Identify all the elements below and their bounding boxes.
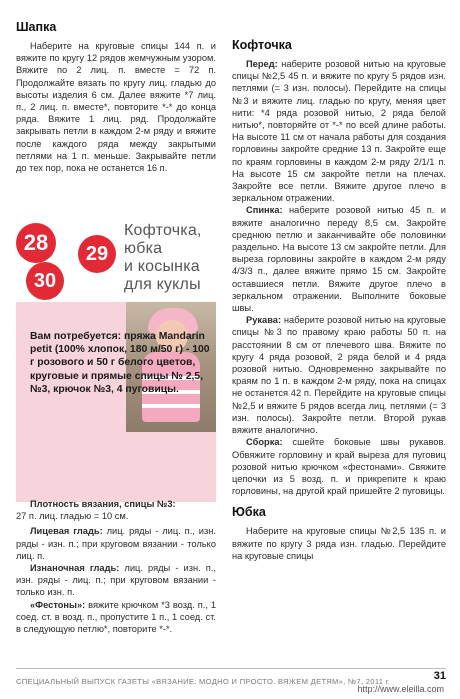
sleeves-label: Рукава: — [246, 315, 282, 326]
right-column — [232, 38, 446, 562]
gauge-and-stitches — [16, 498, 216, 635]
density-paragraph — [16, 498, 216, 510]
skirt-heading: Юбка — [232, 505, 266, 520]
title-line-1: Кофточка, — [124, 222, 202, 239]
stitch-reverse — [16, 562, 216, 599]
model-number-badges — [16, 223, 136, 303]
dress-stripe-3 — [142, 404, 200, 408]
skirt-paragraph: Наберите на круговые спицы №2,5 135 п. и вяжите по кругу 3 ряда изн. гладью. Перейдите на круговые спицы — [232, 526, 446, 561]
front-label: Перед: — [246, 59, 278, 69]
title-line-2: юбка — [124, 240, 163, 257]
stitch-festoons-label: «Фестоны»: — [30, 599, 86, 610]
stitch-reverse-label: Изнаночная гладь: — [30, 563, 120, 574]
section-title — [124, 222, 224, 294]
left-column — [16, 20, 216, 174]
stitch-festoons-text: вяжите крючком *3 возд. п., 1 соед. ст. в возд. п., пропустите 1 п., 1 соед. ст. в следующую петлю*, повторите *-*. — [16, 599, 216, 635]
front-text: наберите розовой нитью на круговые спицы №2,5 45 п. и вяжите по кругу 5 рядов изн. петлями (= 3 изн. полосы). Перейдите на спицы №3 и вяжите лиц. гладью по кругу, меняя цвет нити: *4 ряда розовой нитью, 2 ряда белой нитью*, повторяйте от *-* по всей длине работы. На высоте 11 см от начала работы для создания горловины закройте средние 13 п. Закройте еще по краям горловины в каждом 2-м ряду 2/1/1 п. На высоте 15 см закройте петли на плечах. Закройте все петли. Вяжите другое плечо в зеркальном отражении. — [232, 59, 446, 204]
assembly-text: сшейте боковые швы рукавов. Обвяжите горловину и край выреза для пуговиц розовой нитью крючком «фестонами». Свяжите цепочки из 5 возд. п. и прикрепите к краю горловины, на другой край пришейте 2 пуговицы. — [232, 437, 446, 497]
page-number: 31 — [433, 670, 446, 682]
stitch-reverse-text: лиц. ряды - изн. п., изн. ряды - лиц. п.; при круговом вязании - только изн. п. — [16, 563, 216, 598]
back-paragraph — [232, 204, 446, 314]
hat-heading: Шапка — [16, 20, 57, 34]
sleeves-paragraph — [232, 314, 446, 436]
back-label: Спинка: — [246, 205, 283, 216]
stitch-stockinette-text: лиц. ряды - лиц. п., изн. ряды - изн. п.; при круговом вязании - только лиц. п. — [16, 526, 216, 561]
title-line-3: и косынка — [124, 258, 200, 275]
stitch-stockinette-label: Лицевая гладь: — [30, 526, 103, 537]
hat-instructions: Наберите на круговые спицы 144 п. и вяжите по кругу 12 рядов жемчужным узором. Вяжите по 2 лиц. п. вместе = 72 п. Продолжайте вязать по кругу лиц. гладью до высоты изделия 6 см. Далее вяжите *7 лиц. п., 2 лиц. п. вместе*, повторите *-* до конца ряда. Вяжите 1 лиц. ряд. Продолжайте закрывать петли в каждом 2-м ряду и вяжите после каждого ряда между закрытыми петлями на 1 п. меньше. Закрывайте петли до тех пор, пока не останется 16 п. — [16, 41, 216, 174]
stitch-stockinette — [16, 525, 216, 562]
materials-text: Вам потребуется: пряжа Mandarin petit (100% хлопок, 180 м/50 г) - 100 г розового и 50 г белого цветов, круговые и прямые спицы № 2,5, №3, крючок №3, 4 пуговицы. — [30, 331, 210, 395]
density-label: Плотность вязания, спицы №3: — [30, 499, 176, 509]
materials-photo-area — [16, 302, 216, 502]
badge-28: 28 — [16, 223, 56, 263]
badge-29: 29 — [78, 235, 116, 273]
assembly-paragraph — [232, 436, 446, 497]
back-text: наберите розовой нитью 45 п. и вяжите аналогично переду 8,5 см. Закройте среднюю петлю и заканчивайте обе половинки раздельно. На высоте 13 см закройте петли. Для выреза горловины закройте в каждом 2-м ряду 4/3/3 п., далее вяжите прямо 15 см. Закройте оставшиеся петли. Вяжите другое плечо в зеркальном отражении. Выполните боковые швы. — [232, 205, 446, 314]
badge-30: 30 — [26, 262, 64, 300]
footer-publication: СПЕЦИАЛЬНЫЙ ВЫПУСК ГАЗЕТЫ «ВЯЗАНИЕ: МОДНО И ПРОСТО. ВЯЖЕМ ДЕТЯМ», №7, 2011 г. — [16, 677, 391, 686]
title-line-4: для куклы — [124, 276, 201, 293]
stitch-festoons — [16, 599, 216, 636]
jacket-heading: Кофточка — [232, 38, 292, 52]
watermark-site: http://www.eleilla.com — [357, 684, 444, 694]
density-value: 27 п. лиц. гладью = 10 см. — [16, 511, 129, 522]
assembly-label: Сборка: — [246, 437, 283, 448]
front-paragraph — [232, 58, 446, 204]
sleeves-text: наберите розовой нитью на круговые спицы №3 по правому краю работы 50 п. на расстоянии 8 см от плечевого шва. Вяжите по кругу 4 ряда розовой, 2 ряда белой и 4 ряда розовой нитью. Одновременно закрывайте по краям по 1 п. в каждом 2-м ряду, пока на спицах не останется 42 п. Перейдите на круговые спицы №2,5 и вяжите 5 рядов всегда лиц. петлями (= 3 изн. полосы). Закройте петли. Второй рукав вяжите аналогично. — [232, 315, 446, 436]
